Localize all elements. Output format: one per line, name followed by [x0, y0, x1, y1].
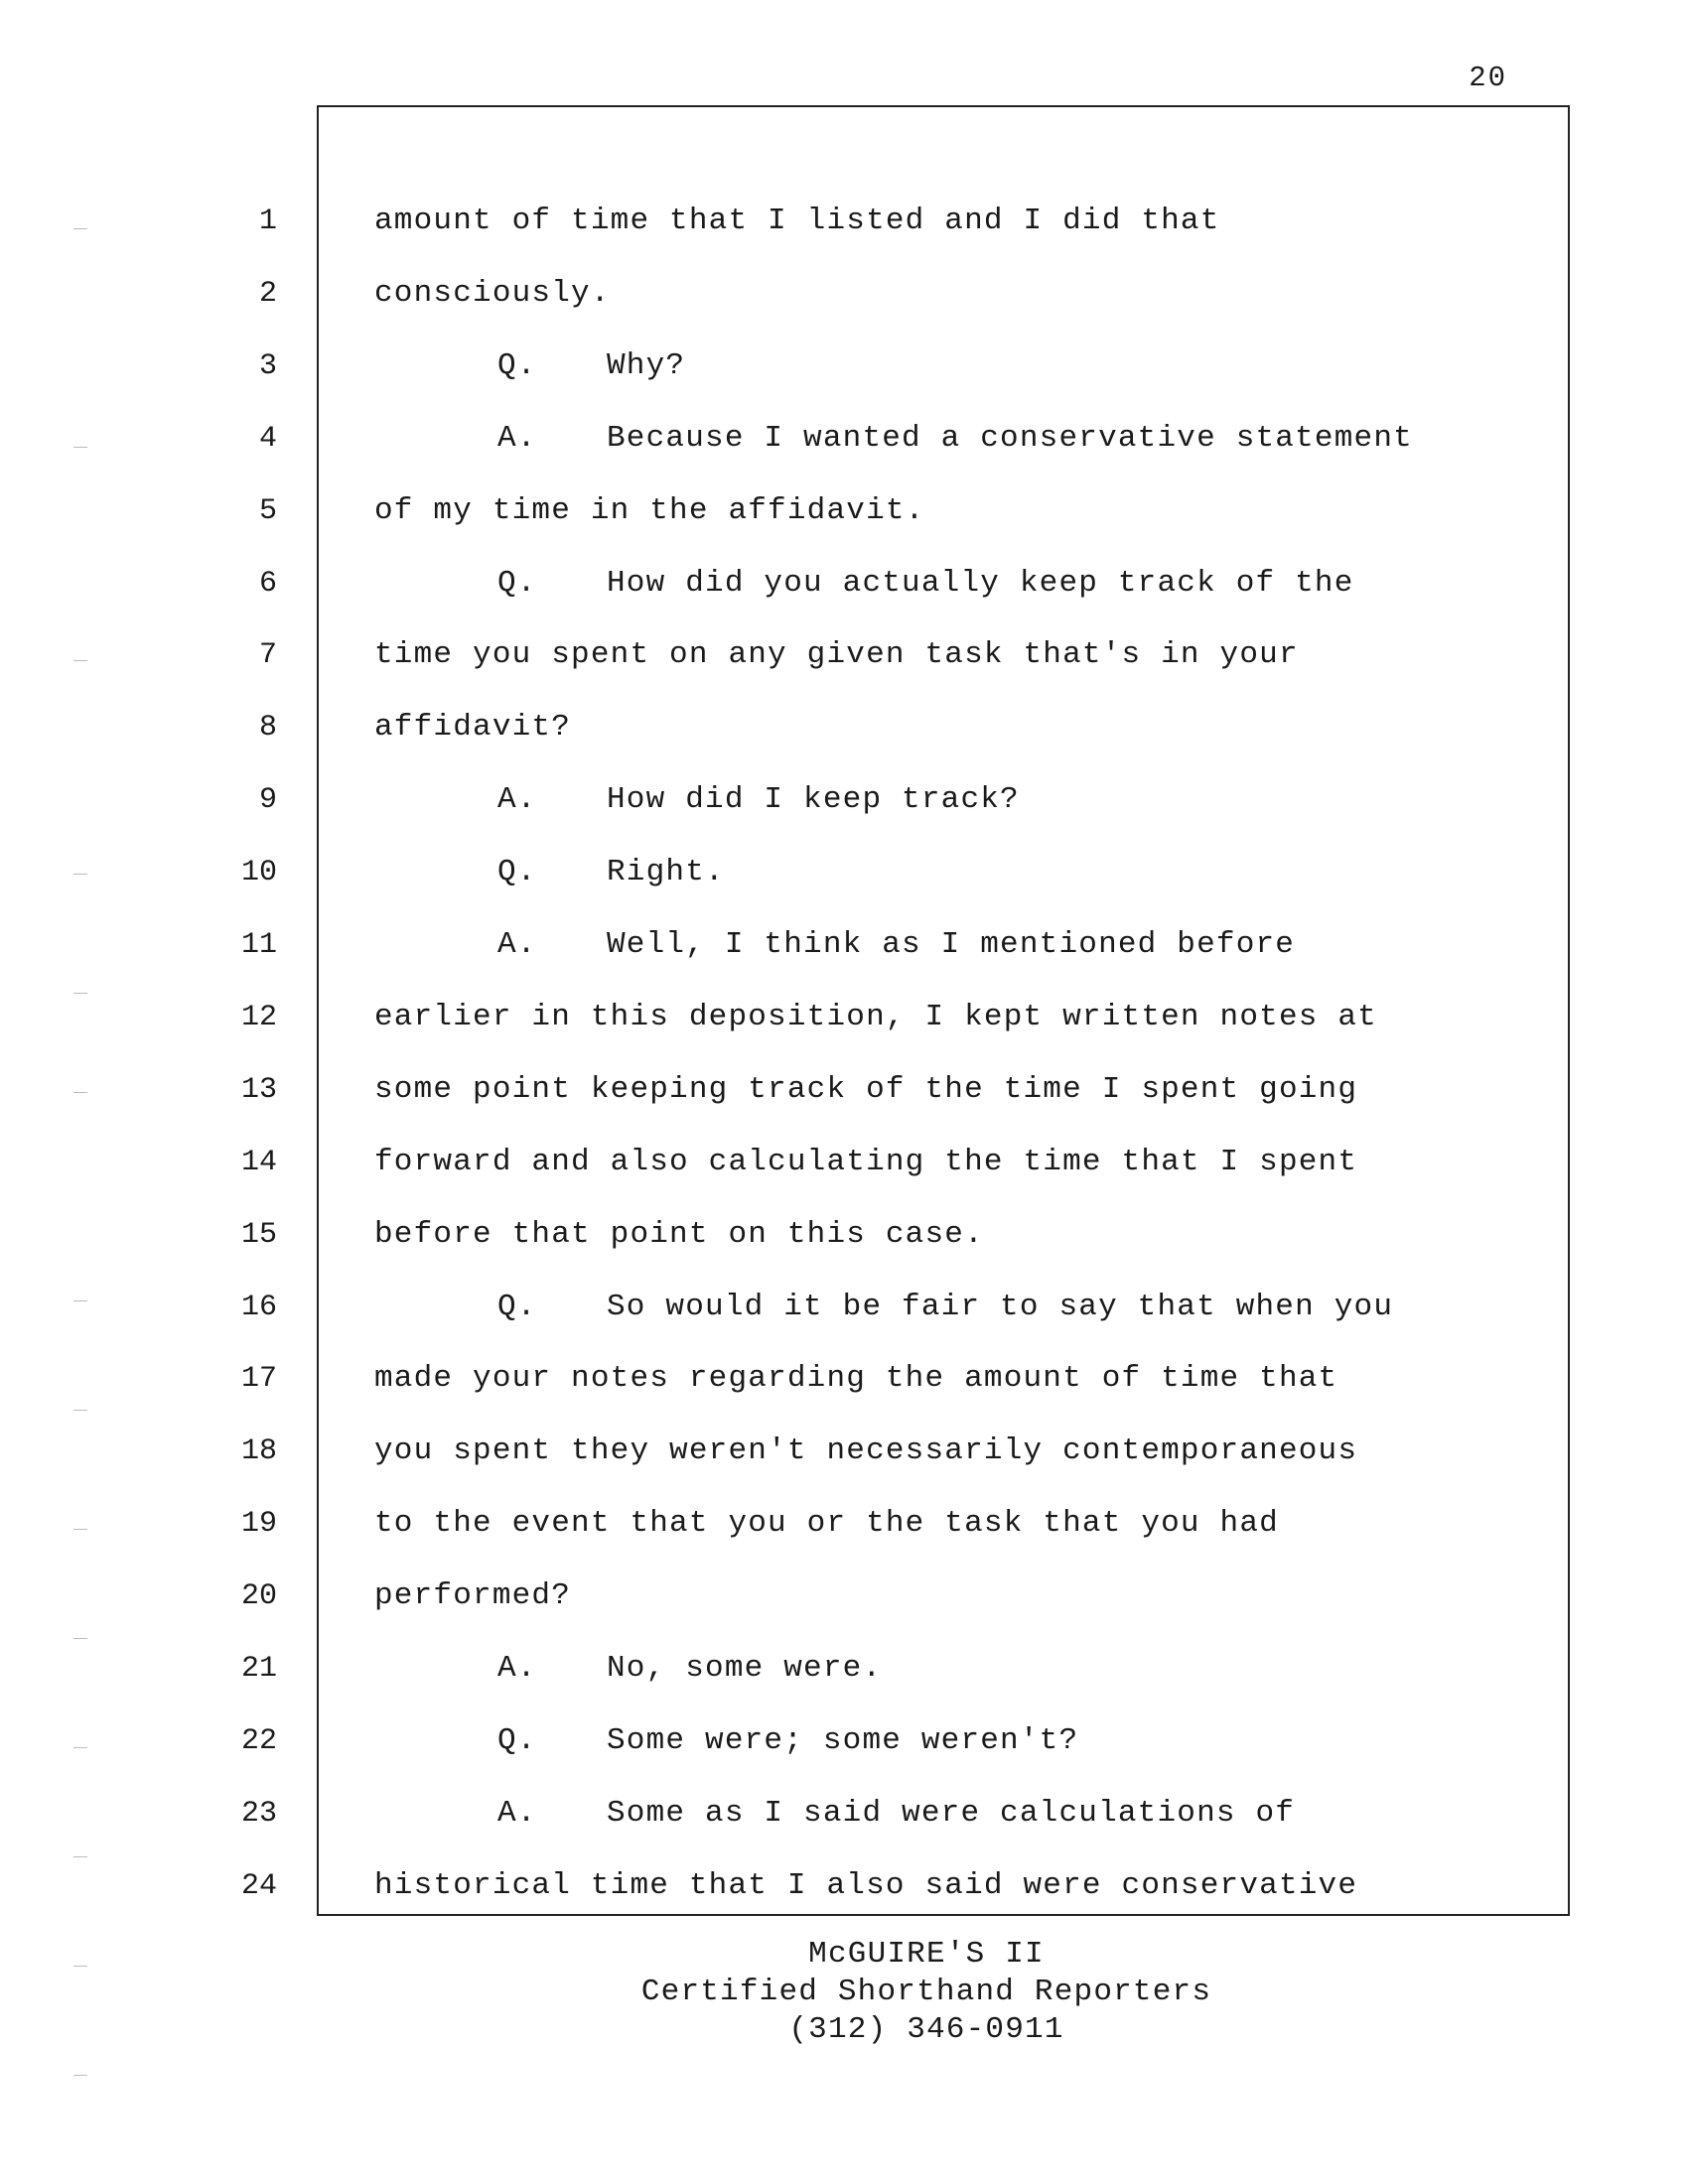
line-text: [374, 703, 571, 752]
line-content: Some were; some weren't?: [607, 1722, 1079, 1758]
line-content: So would it be fair to say that when you: [607, 1289, 1394, 1324]
line-text: [374, 197, 1220, 246]
line-number: 23: [240, 1796, 277, 1831]
line-content: Well, I think as I mentioned before: [607, 927, 1296, 962]
line-text: [374, 1861, 1357, 1911]
line-text: [374, 993, 1377, 1042]
margin-tick: [73, 660, 87, 661]
line-number: 18: [240, 1434, 277, 1469]
speaker-label: A.: [497, 782, 537, 818]
line-content: consciously.: [374, 275, 611, 311]
reporter-subtitle: Certified Shorthand Reporters: [640, 1975, 1212, 2009]
line-number: 19: [240, 1507, 277, 1542]
line-number: 3: [258, 348, 277, 383]
transcript-line: [258, 559, 1568, 609]
line-content: forward and also calculating the time that I spent: [374, 1144, 1358, 1179]
line-content: Why?: [607, 347, 686, 383]
line-text: [497, 1716, 1078, 1766]
line-text: [497, 1789, 1295, 1839]
line-number: 4: [258, 421, 277, 456]
margin-tick: [73, 228, 87, 229]
reporter-phone: (312) 346-0911: [788, 2012, 1064, 2047]
transcript-line: [240, 1716, 1568, 1766]
transcript-line: [240, 1644, 1568, 1694]
line-content: made your notes regarding the amount of time that: [374, 1361, 1338, 1397]
line-number: 17: [240, 1362, 277, 1397]
line-text: [374, 1354, 1337, 1404]
line-number: 8: [258, 711, 277, 746]
speaker-label: Q.: [497, 565, 537, 601]
line-content: historical time that I also said were conservative: [374, 1867, 1358, 1903]
line-text: [497, 848, 725, 897]
speaker-label: Q.: [497, 1289, 537, 1324]
line-content: No, some were.: [607, 1651, 883, 1686]
line-content: Right.: [607, 855, 725, 890]
transcript-box: [240, 105, 1570, 1916]
speaker-label: A.: [497, 1651, 537, 1686]
transcript-line: [258, 486, 1568, 536]
line-text: [374, 269, 611, 319]
line-text: [374, 1427, 1357, 1476]
speaker-label: A.: [497, 1795, 537, 1831]
line-content: of my time in the affidavit.: [374, 492, 925, 528]
margin-tick: [73, 1300, 87, 1301]
transcript-line: [240, 993, 1568, 1042]
transcript-line: [258, 775, 1568, 825]
margin-tick: [73, 1410, 87, 1411]
margin-tick: [73, 874, 87, 875]
transcript-line: [240, 1283, 1568, 1332]
line-content: before that point on this case.: [374, 1216, 984, 1252]
transcript-line: [240, 1861, 1568, 1911]
speaker-label: A.: [497, 420, 537, 456]
line-text: [497, 1644, 882, 1694]
line-number: 22: [240, 1723, 277, 1758]
line-number: 20: [240, 1579, 277, 1614]
speaker-label: Q.: [497, 1722, 537, 1758]
line-number: 15: [240, 1217, 277, 1252]
page-number: 20: [1469, 62, 1507, 94]
transcript-line: [240, 1138, 1568, 1187]
line-number: 5: [258, 493, 277, 528]
margin-tick: [73, 1856, 87, 1857]
line-text: [497, 920, 1295, 970]
footer: [0, 1936, 1684, 2049]
line-number: 11: [240, 928, 277, 962]
transcript-line: [258, 269, 1568, 319]
transcript-line: [240, 1210, 1568, 1260]
line-number: 6: [258, 566, 277, 601]
line-text: [374, 630, 1299, 680]
line-text: [497, 775, 1020, 825]
margin-tick: [73, 1638, 87, 1639]
line-text: [374, 1571, 571, 1621]
speaker-label: Q.: [497, 855, 537, 890]
line-number: 16: [240, 1290, 277, 1324]
line-text: [374, 1065, 1357, 1115]
line-number: 21: [240, 1652, 277, 1686]
transcript-line: [258, 703, 1568, 752]
line-content: to the event that you or the task that you had: [374, 1506, 1279, 1542]
margin-tick: [73, 1966, 87, 1967]
line-content: performed?: [374, 1578, 572, 1614]
line-text: [374, 1499, 1279, 1549]
line-content: amount of time that I listed and I did that: [374, 204, 1220, 238]
line-content: you spent they weren't necessarily contemporaneous: [374, 1433, 1358, 1469]
transcript-line: [240, 1065, 1568, 1115]
line-text: [374, 1210, 984, 1260]
margin-tick: [73, 993, 87, 994]
line-content: earlier in this deposition, I kept written notes at: [374, 999, 1377, 1034]
line-number: 14: [240, 1145, 277, 1179]
margin-tick: [73, 1092, 87, 1093]
transcript-line: [240, 1354, 1568, 1404]
line-text: [497, 1283, 1393, 1332]
transcript-line: [240, 1499, 1568, 1549]
line-number: 1: [258, 205, 277, 238]
transcript-line: [240, 1427, 1568, 1476]
line-number: 24: [240, 1868, 277, 1903]
transcript-line: [240, 920, 1568, 970]
transcript-line: [240, 848, 1568, 897]
line-content: How did I keep track?: [607, 782, 1020, 818]
line-content: Because I wanted a conservative statement: [607, 420, 1413, 456]
transcript-line: [258, 197, 1568, 246]
line-number: 13: [240, 1072, 277, 1107]
transcript-line: [258, 630, 1568, 680]
line-text: [374, 1138, 1357, 1187]
line-number: 12: [240, 1000, 277, 1034]
reporter-company: McGUIRE'S II: [808, 1937, 1045, 1972]
margin-tick: [73, 1529, 87, 1530]
line-content: Some as I said were calculations of: [607, 1795, 1296, 1831]
line-number: 9: [258, 783, 277, 818]
transcript-line: [240, 1571, 1568, 1621]
line-text: [497, 559, 1354, 609]
line-text: [497, 341, 685, 391]
speaker-label: A.: [497, 927, 537, 962]
margin-tick: [73, 1747, 87, 1748]
line-content: How did you actually keep track of the: [607, 565, 1354, 601]
line-content: affidavit?: [374, 710, 572, 746]
line-content: time you spent on any given task that's in your: [374, 637, 1299, 673]
speaker-label: Q.: [497, 347, 537, 383]
line-number: 10: [240, 856, 277, 890]
transcript-line: [258, 414, 1568, 464]
line-text: [374, 486, 925, 536]
transcript-line: [240, 1789, 1568, 1839]
margin-tick: [73, 447, 87, 448]
line-number: 2: [258, 276, 277, 311]
margin-tick: [73, 2075, 87, 2076]
line-text: [497, 414, 1413, 464]
line-content: some point keeping track of the time I spent going: [374, 1071, 1358, 1107]
transcript-line: [258, 341, 1568, 391]
line-number: 7: [258, 638, 277, 673]
